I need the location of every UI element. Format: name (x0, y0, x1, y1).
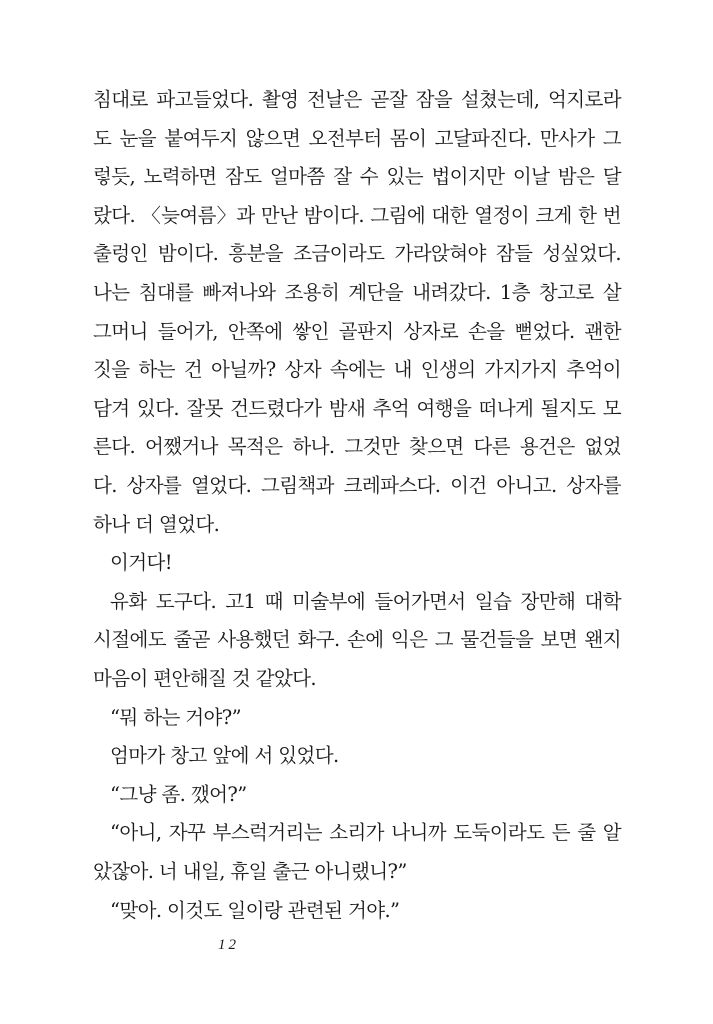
text-line: 담겨 있다. 잘못 건드렸다가 밤새 추억 여행을 떠나게 될지도 모 (93, 396, 621, 420)
text-line: “뭐 하는 거야?” (110, 705, 241, 729)
text-line: 다. 상자를 열었다. 그림책과 크레파스다. 이건 아니고. 상자를 (93, 474, 621, 497)
text-line: 시절에도 줄곧 사용했던 화구. 손에 익은 그 물건들을 보면 왠지 (93, 628, 621, 652)
text-line: 나는 침대를 빠져나와 조용히 계단을 내려갔다. 1층 창고로 살 (93, 281, 621, 304)
text-line: 마음이 편안해질 것 같았다. (93, 667, 317, 690)
text-line: 렇듯, 노력하면 잠도 얼마쯤 잘 수 있는 법이지만 이날 밤은 달 (93, 165, 621, 189)
text-line: 그머니 들어가, 안쪽에 쌓인 골판지 상자로 손을 뻗었다. 괜한 (93, 319, 621, 343)
text-line: 침대로 파고들었다. 촬영 전날은 곧잘 잠을 설쳤는데, 억지로라 (93, 88, 621, 111)
text-line: 도 눈을 붙여두지 않으면 오전부터 몸이 고달파진다. 만사가 그 (93, 126, 621, 150)
text-line: “아니, 자꾸 부스럭거리는 소리가 나니까 도둑이라도 든 줄 알 (110, 821, 621, 845)
text-line: 출렁인 밤이다. 흥분을 조금이라도 가라앉혀야 잠들 성싶었다. (93, 242, 621, 266)
page-number: 12 (218, 937, 239, 953)
text-line: 엄마가 창고 앞에 서 있었다. (110, 744, 339, 768)
text-line: “그냥 좀. 깼어?” (110, 782, 247, 806)
text-line: 유화 도구다. 고1 때 미술부에 들어가면서 일습 장만해 대학 (110, 589, 621, 613)
text-line: 하나 더 열었다. (93, 512, 220, 536)
text-line: 았잖아. 너 내일, 휴일 출근 아니랬니?” (93, 860, 407, 883)
text-line: “맞아. 이것도 일이랑 관련된 거야.” (110, 898, 400, 922)
text-line: 른다. 어쨌거나 목적은 하나. 그것만 찾으면 다른 용건은 없었 (93, 435, 621, 459)
text-line: 랐다. 〈늦여름〉과 만난 밤이다. 그림에 대한 열정이 크게 한 번 (93, 203, 621, 227)
text-line: 이거다! (110, 551, 172, 575)
text-line: 짓을 하는 건 아닐까? 상자 속에는 내 인생의 가지가지 추억이 (93, 358, 621, 382)
